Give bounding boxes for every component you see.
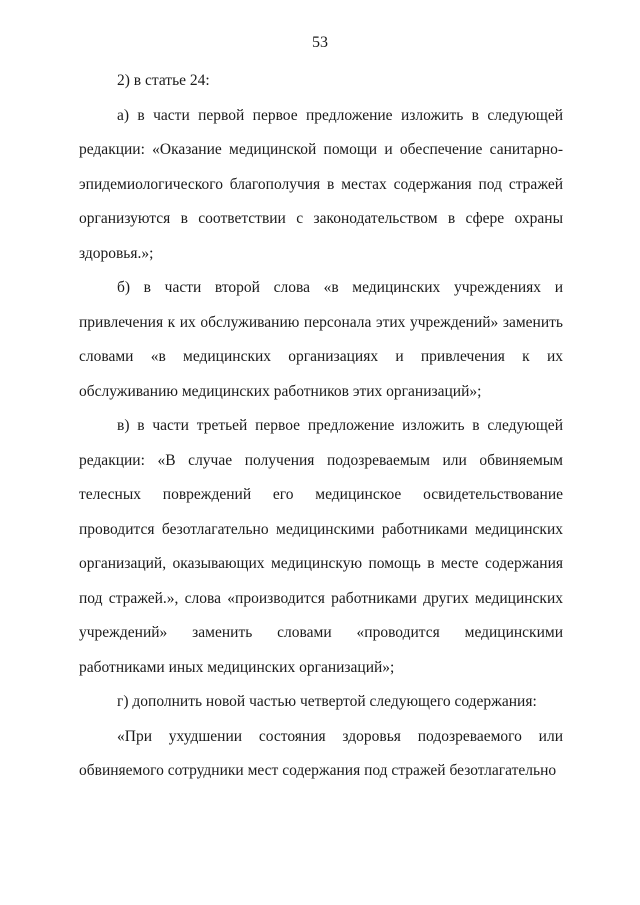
paragraph-item-b: б) в части второй слова «в медицинских учреждениях и привлечения к их обслуживанию персонала этих учреждений» заменить словами «в медицинских организациях и привлечения к их обслуживанию медицинских работников этих организаций»; <box>79 279 563 400</box>
paragraph-item-v: в) в части третьей первое предложение изложить в следующей редакции: «В случае получения подозреваемым или обвиняемым телесных повреждений его медицинское освидетельствование проводится безотлагательно медицинскими работниками медицинских организаций, оказывающих медицинскую помощь в месте содержания под стражей.», слова «производится работниками других медицинских учреждений» заменить словами «проводится медицинскими работниками иных медицинских организаций»; <box>79 417 563 676</box>
document-body <box>79 64 563 789</box>
paragraph-item-g: г) дополнить новой частью четвертой следующего содержания: <box>117 693 537 710</box>
paragraph-quote: «При ухудшении состояния здоровья подозреваемого или обвиняемого сотрудники мест содержания под стражей безотлагательно <box>79 727 563 779</box>
paragraph-article-24: 2) в статье 24: <box>117 72 210 89</box>
page-number: 53 <box>312 34 328 51</box>
paragraph-item-a: а) в части первой первое предложение изложить в следующей редакции: «Оказание медицинской помощи и обеспечение санитарно-эпидемиологического благополучия в местах содержания под стражей организуются в соответствии с законодательством в сфере охраны здоровья.»; <box>79 106 563 262</box>
